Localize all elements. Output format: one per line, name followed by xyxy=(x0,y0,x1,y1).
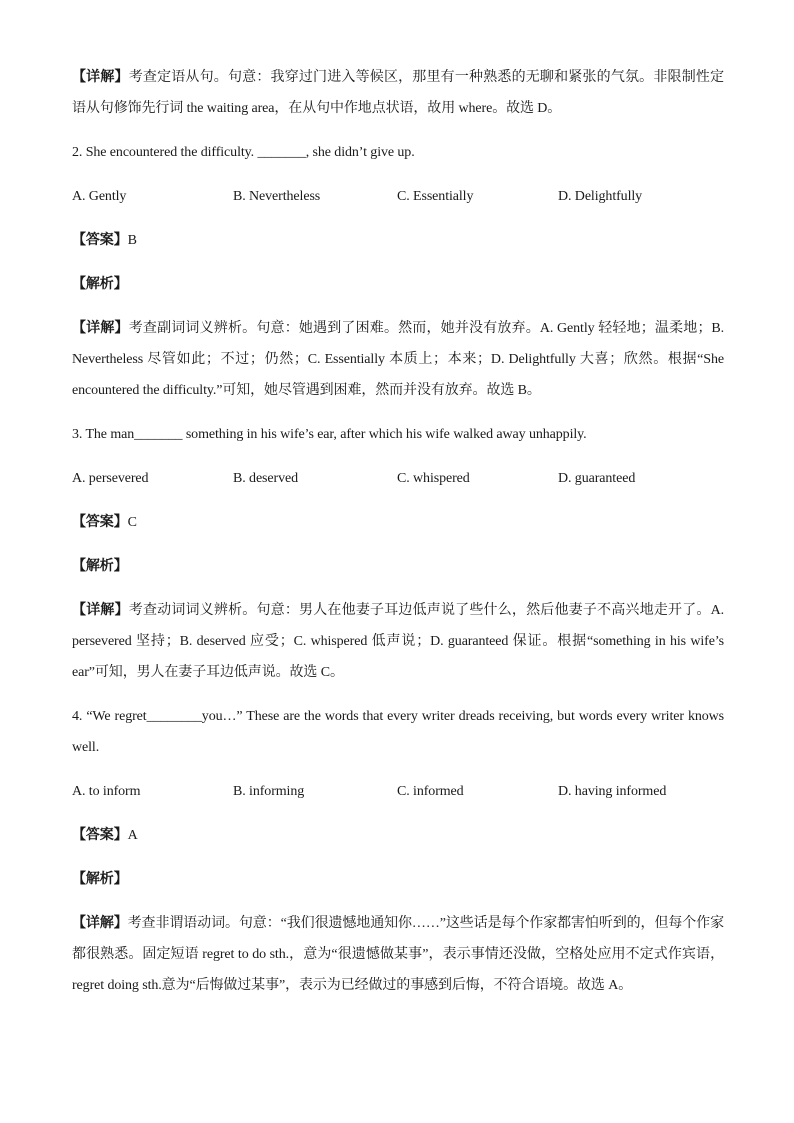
answer-tag: 【答案】 xyxy=(72,233,128,248)
answer-value: C xyxy=(127,515,137,530)
answer-q4 xyxy=(72,820,724,851)
option-c: C. Essentially xyxy=(397,189,474,204)
analysis-q2 xyxy=(72,269,724,300)
options-q2 xyxy=(72,181,724,212)
question-3: 3. The man_______ something in his wife’s ear, after which his wife walked away unhappily. xyxy=(72,427,587,442)
detail-text: 考查动词词义辨析。句意：男人在他妻子耳边低声说了些什么，然后他妻子不高兴地走开了。A. persevered 坚持；B. deserved 应受；C. whispered 低声说；D. guaranteed 保证。根据“something in his wife’s ear”可知，男人在妻子耳边低声说。故选 C。 xyxy=(72,603,724,680)
detail-text: 考查定语从句。句意：我穿过门进入等候区，那里有一种熟悉的无聊和紧张的气氛。非限制性定语从句修饰先行词 the waiting area，在从句中作地点状语，故用 where。故选 D。 xyxy=(72,70,724,116)
options-q4 xyxy=(72,776,724,807)
answer-tag: 【答案】 xyxy=(72,515,128,530)
answer-tag: 【答案】 xyxy=(72,828,128,843)
analysis-tag: 【解析】 xyxy=(72,872,128,887)
answer-value: B xyxy=(127,233,137,248)
option-d: D. Delightfully xyxy=(558,189,643,204)
detail-tag: 【详解】 xyxy=(72,603,129,618)
answer-q2 xyxy=(72,225,724,256)
option-b: B. informing xyxy=(233,784,305,799)
answer-q3 xyxy=(72,507,724,538)
option-d: D. having informed xyxy=(558,784,667,799)
options-q3 xyxy=(72,463,724,494)
option-b: B. deserved xyxy=(233,471,298,486)
question-2: 2. She encountered the difficulty. _______, she didn’t give up. xyxy=(72,145,415,160)
detail-paragraph-1 xyxy=(72,62,724,124)
answer-value: A xyxy=(127,828,138,843)
option-a: A. to inform xyxy=(72,784,141,799)
option-d: D. guaranteed xyxy=(558,471,636,486)
detail-text: 考查非谓语动词。句意：“我们很遗憾地通知你……”这些话是每个作家都害怕听到的，但每个作家都很熟悉。固定短语 regret to do sth.，意为“很遗憾做某事”，表示事情还没做，空格处应用不定式作宾语，regret doing sth.意为“后悔做过某事”，表示为已经做过的事感到后悔，不符合语境。故选 A。 xyxy=(72,916,724,993)
detail-tag: 【详解】 xyxy=(72,321,129,336)
document-page xyxy=(72,62,724,1014)
detail-paragraph-2 xyxy=(72,313,724,406)
option-c: C. whispered xyxy=(397,471,470,486)
detail-tag: 【详解】 xyxy=(72,916,128,931)
analysis-tag: 【解析】 xyxy=(72,277,128,292)
detail-text: 考查副词词义辨析。句意：她遇到了困难。然而，她并没有放弃。A. Gently 轻轻地；温柔地；B. Nevertheless 尽管如此；不过；仍然；C. Essentially 本质上；本来；D. Delightfully 大喜；欣然。根据“She encountered the difficulty.”可知，她尽管遇到困难，然而并没有放弃。故选 B。 xyxy=(72,321,724,398)
analysis-q4 xyxy=(72,864,724,895)
detail-tag: 【详解】 xyxy=(72,70,129,85)
option-a: A. Gently xyxy=(72,189,127,204)
option-c: C. informed xyxy=(397,784,464,799)
detail-paragraph-3 xyxy=(72,595,724,688)
question-4: 4. “We regret________you…” These are the words that every writer dreads receiving, but words every writer knows well. xyxy=(72,709,724,755)
option-b: B. Nevertheless xyxy=(233,189,321,204)
option-a: A. persevered xyxy=(72,471,149,486)
analysis-tag: 【解析】 xyxy=(72,559,128,574)
detail-paragraph-4 xyxy=(72,908,724,1001)
analysis-q3 xyxy=(72,551,724,582)
